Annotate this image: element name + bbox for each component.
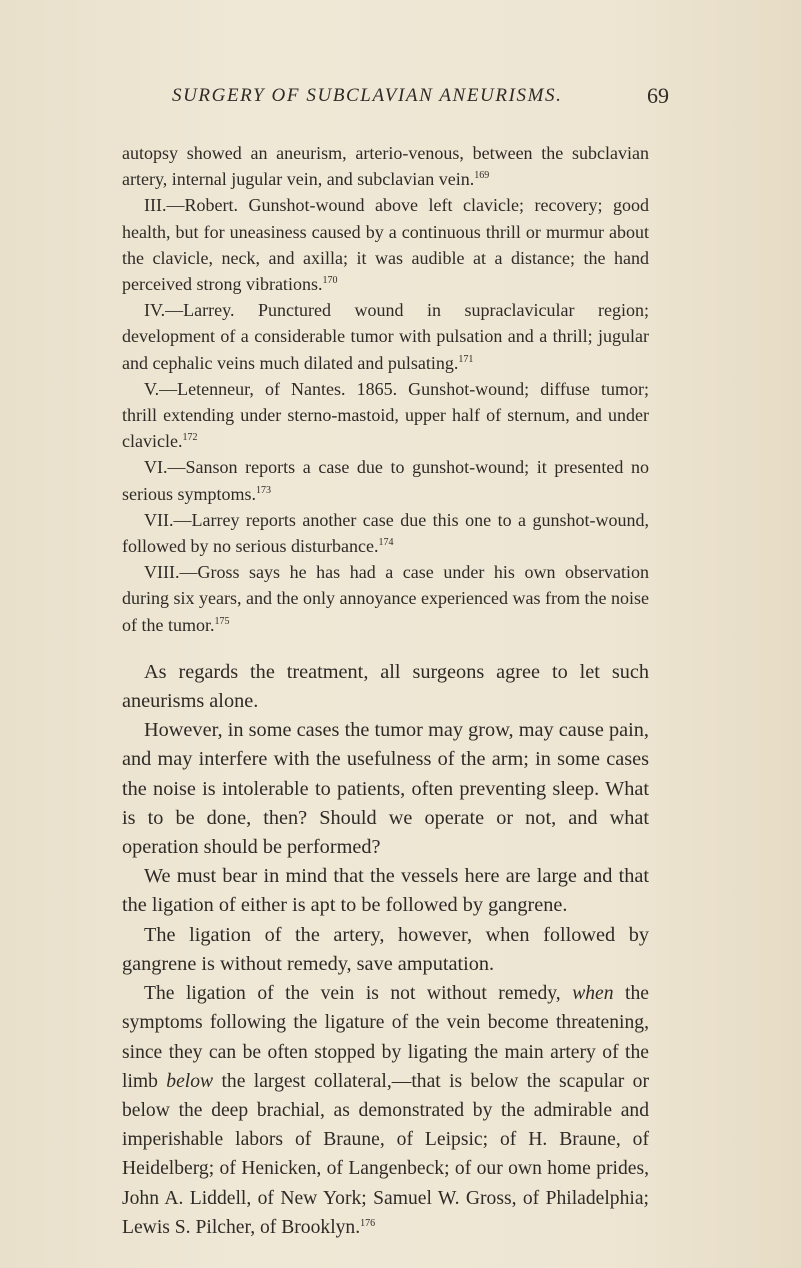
treatment-section <box>122 658 649 1242</box>
footnote-ref: 170 <box>322 275 338 287</box>
footnote-ref: 176 <box>360 1217 376 1229</box>
case-paragraph <box>122 376 649 455</box>
case-text: III.—Robert. Gunshot-wound above left clavicle; recovery; good health, but for uneasiness caused by a continuous thrill or murmur about the clavicle, neck, and axilla; it was audible at a distance; the hand perceived strong vibrations. <box>122 195 649 295</box>
case-text: IV.—Larrey. Punctured wound in supraclavicular region; development of a considerable tumor with pulsation and a thrill; jugular and cephalic veins much dilated and pulsating. <box>122 300 649 373</box>
page-number: 69 <box>647 83 669 108</box>
paragraph-vessels: We must bear in mind that the vessels here are large and that the ligation of either is apt to be followed by gangrene. <box>122 865 649 917</box>
text-run: the symptoms following the ligature of the vein become threatening, since they can be often stopped by ligating the main artery of the limb <box>122 983 649 1092</box>
emphasis-below: below <box>166 1070 214 1092</box>
paragraph-artery-ligation: The ligation of the artery, however, when followed by gangrene is without remedy, save amputation. <box>122 923 649 975</box>
case-paragraph <box>122 507 649 559</box>
paragraph-however: However, in some cases the tumor may grow, may cause pain, and may interfere with the usefulness of the arm; in some cases the noise is intolerable to patients, often preventing sleep. What is to be done, then? Should we operate or not, and what operation should be performed? <box>122 719 649 859</box>
text-run: the largest collateral,—that is below the scapular or below the deep brachial, as demonstrated by the admirable and imperishable labors of Braune, of Leipsic; of H. Braune, of Heidelberg; of Henicken, of Langenbeck; of our own home prides, John A. Liddell, of New York; Samuel W. Gross, of Philadelphia; Lewis S. Pilcher, of Brooklyn. <box>122 1070 649 1238</box>
case-list <box>122 140 649 638</box>
page-header <box>0 85 801 119</box>
case-paragraph <box>122 297 649 376</box>
paragraph-treatment: As regards the treatment, all surgeons agree to let such aneurisms alone. <box>122 660 649 713</box>
case-paragraph <box>122 140 649 192</box>
footnote-ref: 171 <box>458 353 474 365</box>
running-title: SURGERY OF SUBCLAVIAN ANEURISMS. <box>172 85 563 106</box>
case-text: autopsy showed an aneurism, arterio-venous, between the subclavian artery, internal jugular vein, and subclavian vein. <box>122 143 649 190</box>
footnote-ref: 175 <box>214 615 230 627</box>
case-text: VIII.—Gross says he has had a case under his own observation during six years, and the only annoyance experienced was from the noise of the tumor. <box>122 562 649 635</box>
body-text <box>122 140 649 1242</box>
footnote-ref: 173 <box>256 484 272 496</box>
case-text: VI.—Sanson reports a case due to gunshot-wound; it presented no serious symptoms. <box>122 457 649 504</box>
footnote-ref: 172 <box>182 432 198 444</box>
case-text: VII.—Larrey reports another case due this one to a gunshot-wound, followed by no serious disturbance. <box>122 509 649 557</box>
footnote-ref: 174 <box>378 537 394 549</box>
case-paragraph <box>122 454 649 506</box>
emphasis-when: when <box>572 983 614 1005</box>
footnote-ref: 169 <box>474 170 490 182</box>
case-paragraph <box>122 559 649 638</box>
case-paragraph <box>122 192 649 297</box>
case-text: V.—Letenneur, of Nantes. 1865. Gunshot-wound; diffuse tumor; thrill extending under sterno-mastoid, upper half of sternum, and under clavicle. <box>122 378 649 452</box>
text-run: The ligation of the vein is not without remedy, <box>144 983 561 1005</box>
paragraph-vein-ligation <box>122 979 649 1242</box>
